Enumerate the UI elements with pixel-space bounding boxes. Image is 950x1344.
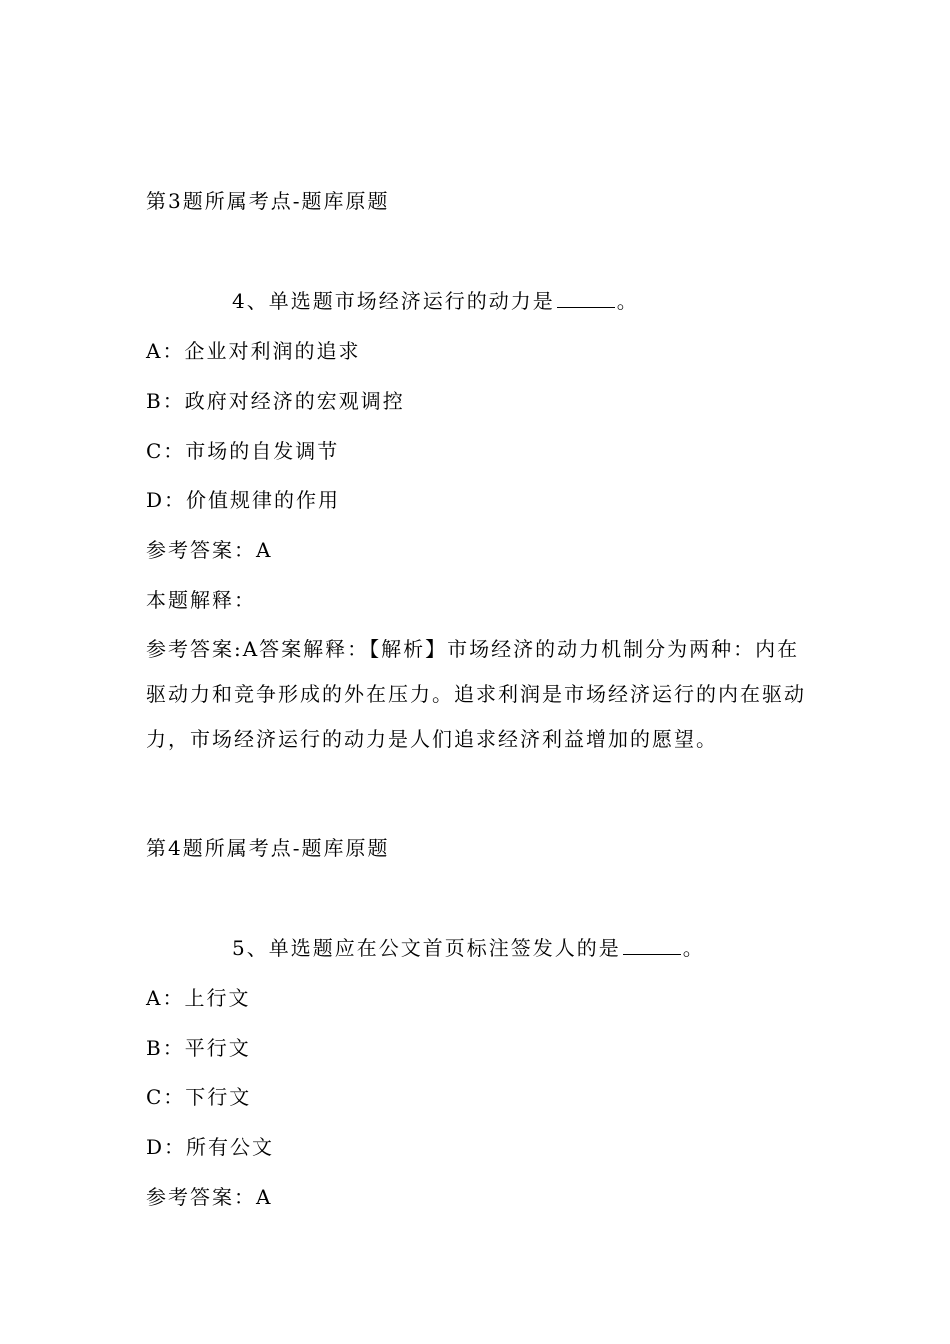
q5-question-end: 。 — [682, 936, 705, 960]
q4-option-d: D：价值规律的作用 — [146, 488, 341, 512]
q4-explanation: 参考答案:A答案解释：【解析】市场经济的动力机制分为两种：内在驱动力和竞争形成的外在压力。追求利润是市场经济运行的内在驱动力，市场经济运行的动力是人们追求经济利益增加的愿望。 — [146, 637, 806, 751]
q4-option-a: A：企业对利润的追求 — [146, 339, 361, 363]
q4-question-text: 4、单选题市场经济运行的动力是 — [232, 289, 555, 313]
q5-answer: 参考答案：A — [146, 1185, 273, 1209]
q4-option-b: B：政府对经济的宏观调控 — [146, 389, 405, 413]
section4-source: 第4题所属考点-题库原题 — [146, 836, 390, 860]
q5-option-d: D：所有公文 — [146, 1135, 275, 1159]
q4-explanation-title: 本题解释： — [146, 588, 256, 612]
q4-answer: 参考答案：A — [146, 538, 273, 562]
q5-option-c: C：下行文 — [146, 1085, 252, 1109]
answer-blank — [623, 953, 681, 955]
q4-option-c: C：市场的自发调节 — [146, 439, 340, 463]
section3-source: 第3题所属考点-题库原题 — [146, 189, 390, 213]
answer-blank — [557, 306, 615, 308]
q4-question-end: 。 — [616, 289, 639, 313]
q5-option-a: A：上行文 — [146, 986, 251, 1010]
q5-question-text: 5、单选题应在公文首页标注签发人的是 — [232, 936, 621, 960]
q5-option-b: B：平行文 — [146, 1036, 251, 1060]
q5-question — [232, 933, 810, 963]
q4-question — [232, 286, 810, 316]
